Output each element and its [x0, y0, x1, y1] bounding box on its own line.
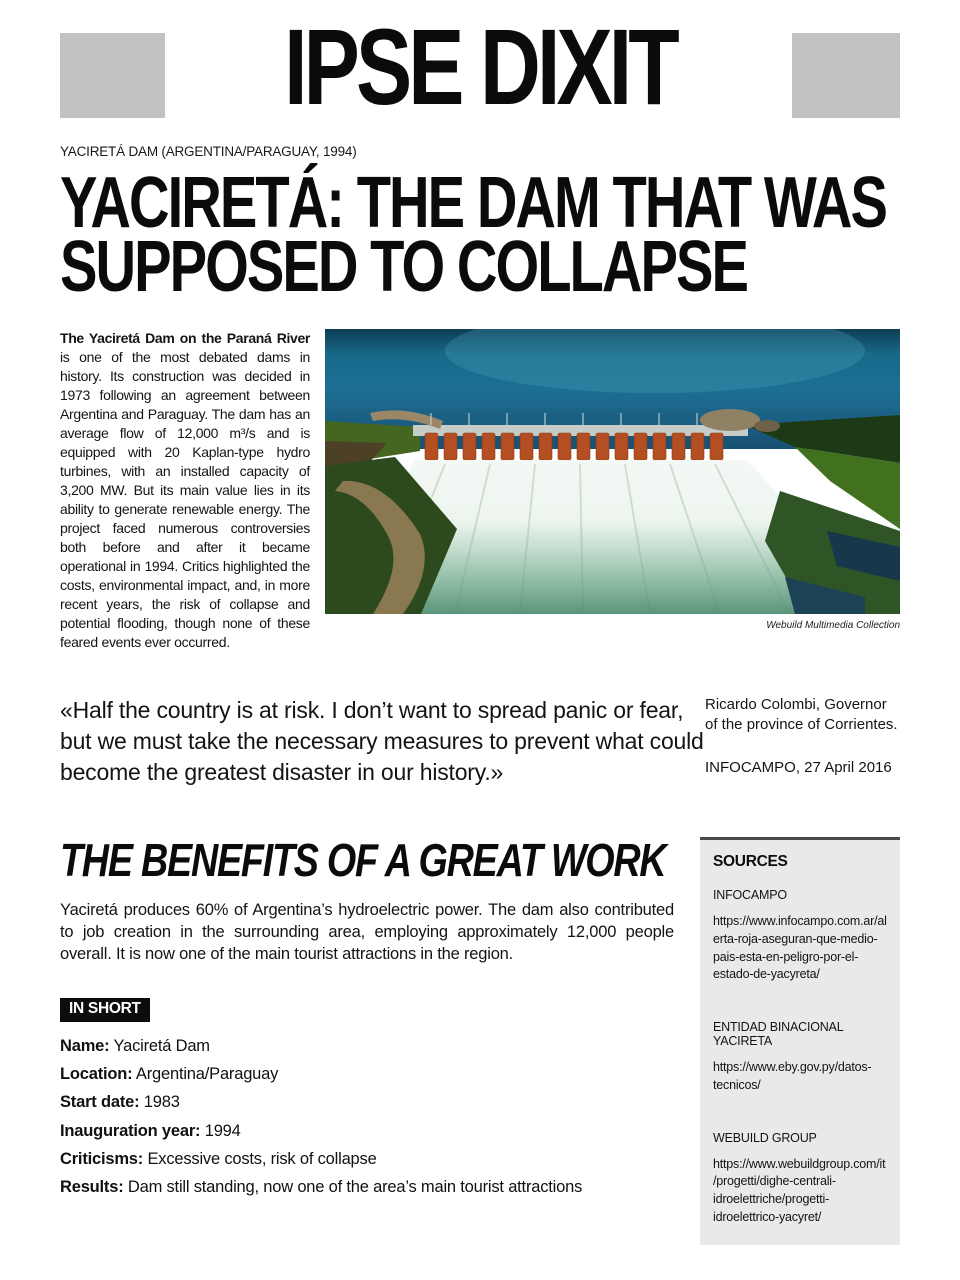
headline [60, 163, 900, 307]
source-name: ENTIDAD BINACIONAL YACIRETA [713, 1020, 843, 1049]
in-short-item-value: 1983 [139, 1093, 180, 1112]
source-name: WEBUILD GROUP [713, 1130, 817, 1145]
source-entry [713, 1020, 887, 1095]
in-short-item [60, 1145, 674, 1173]
article-lead: The Yaciretá Dam on the Paraná River [60, 330, 310, 346]
in-short-item-value: Yaciretá Dam [109, 1036, 210, 1055]
quote-row [60, 695, 900, 787]
headline-line-1: YACIRETÁ: THE DAM THAT WAS [60, 163, 887, 243]
source-entry [713, 1131, 887, 1227]
in-short-item [60, 1032, 674, 1060]
sources-entries [713, 888, 887, 1227]
attribution-line-2: of the province of Corrientes. [705, 715, 898, 733]
benefits-heading: THE BENEFITS OF A GREAT WORK [60, 834, 666, 887]
benefits-body: Yaciretá produces 60% of Argentina’s hydroelectric power. The dam also contributed to job creation in the surrounding area, employing approximately 12,000 people overall. It is now one of the main tourist attractions in the region. [60, 901, 674, 964]
quote-attribution [705, 695, 900, 787]
masthead-row [0, 0, 960, 127]
attribution-name [705, 695, 900, 734]
source-url: https://www.webuildgroup.com/it/progetti/dighe-centrali-idroelettriche/progetti-idroelettrico-yacyret/ [713, 1156, 886, 1224]
dam-photo [325, 329, 900, 614]
in-short-list [60, 1032, 674, 1202]
article-body [60, 329, 310, 651]
sources-heading: SOURCES [713, 853, 788, 871]
in-short-label: IN SHORT [60, 998, 150, 1022]
article-body-rest: is one of the most debated dams in history. Its construction was decided in 1973 following an agreement between Argentina and Paraguay. The dam has an average flow of 12,000 m³/s and is equipped with 20 Kaplan-type hydro turbines, with an installed capacity of 3,200 MW. But its main value lies in its ability to generate renewable energy. The project faced numerous controversies both before and after it became operational in 1994. Critics highlighted the costs, environmental impact, and, in more recent years, the risk of collapse and potential flooding, though none of these feared events ever occurred. [60, 348, 310, 650]
masthead-title: IPSE DIXIT [284, 6, 676, 127]
in-short-item-label: Start date: [60, 1093, 140, 1112]
in-short-item-value: Dam still standing, now one of the area’s main tourist attractions [123, 1178, 583, 1197]
in-short-item-value: 1994 [200, 1121, 241, 1140]
source-name: INFOCAMPO [713, 888, 787, 903]
attribution-source: INFOCAMPO, 27 April 2016 [705, 759, 892, 777]
in-short-item [60, 1117, 674, 1145]
headline-line-2: SUPPOSED TO COLLAPSE [60, 227, 748, 307]
in-short-item-label: Name: [60, 1036, 110, 1055]
source-url: https://www.eby.gov.py/datos-tecnicos/ [713, 1060, 872, 1092]
attribution-line-1: Ricardo Colombi, Governor [705, 696, 887, 714]
in-short-item [60, 1173, 674, 1201]
source-url: https://www.infocampo.com.ar/alerta-roja-aseguran-que-medio-pais-esta-en-peligro-por-el-estado-de-yacyreta/ [713, 914, 887, 982]
in-short-item [60, 1088, 674, 1116]
article-row [60, 329, 900, 651]
benefits-column [60, 834, 674, 1245]
sidebar [700, 837, 900, 1245]
in-short-item-value: Excessive costs, risk of collapse [143, 1150, 377, 1169]
in-short-item-label: Results: [60, 1178, 124, 1197]
kicker: YACIRETÁ DAM (ARGENTINA/PARAGUAY, 1994) [60, 144, 357, 159]
source-entry [713, 888, 887, 984]
in-short-item [60, 1060, 674, 1088]
in-short-item-label: Criticisms: [60, 1150, 144, 1169]
in-short-item-label: Location: [60, 1064, 133, 1083]
lower-row [60, 834, 900, 1245]
photo-caption: Webuild Multimedia Collection [766, 620, 900, 631]
pull-quote: «Half the country is at risk. I don’t want to spread panic or fear, but we must take the necessary measures to prevent what could become the greatest disaster in our history.» [60, 697, 704, 785]
dam-photo-figure [325, 329, 900, 651]
in-short-item-value: Argentina/Paraguay [132, 1064, 279, 1083]
in-short-item-label: Inauguration year: [60, 1121, 201, 1140]
sources-box [700, 837, 900, 1245]
